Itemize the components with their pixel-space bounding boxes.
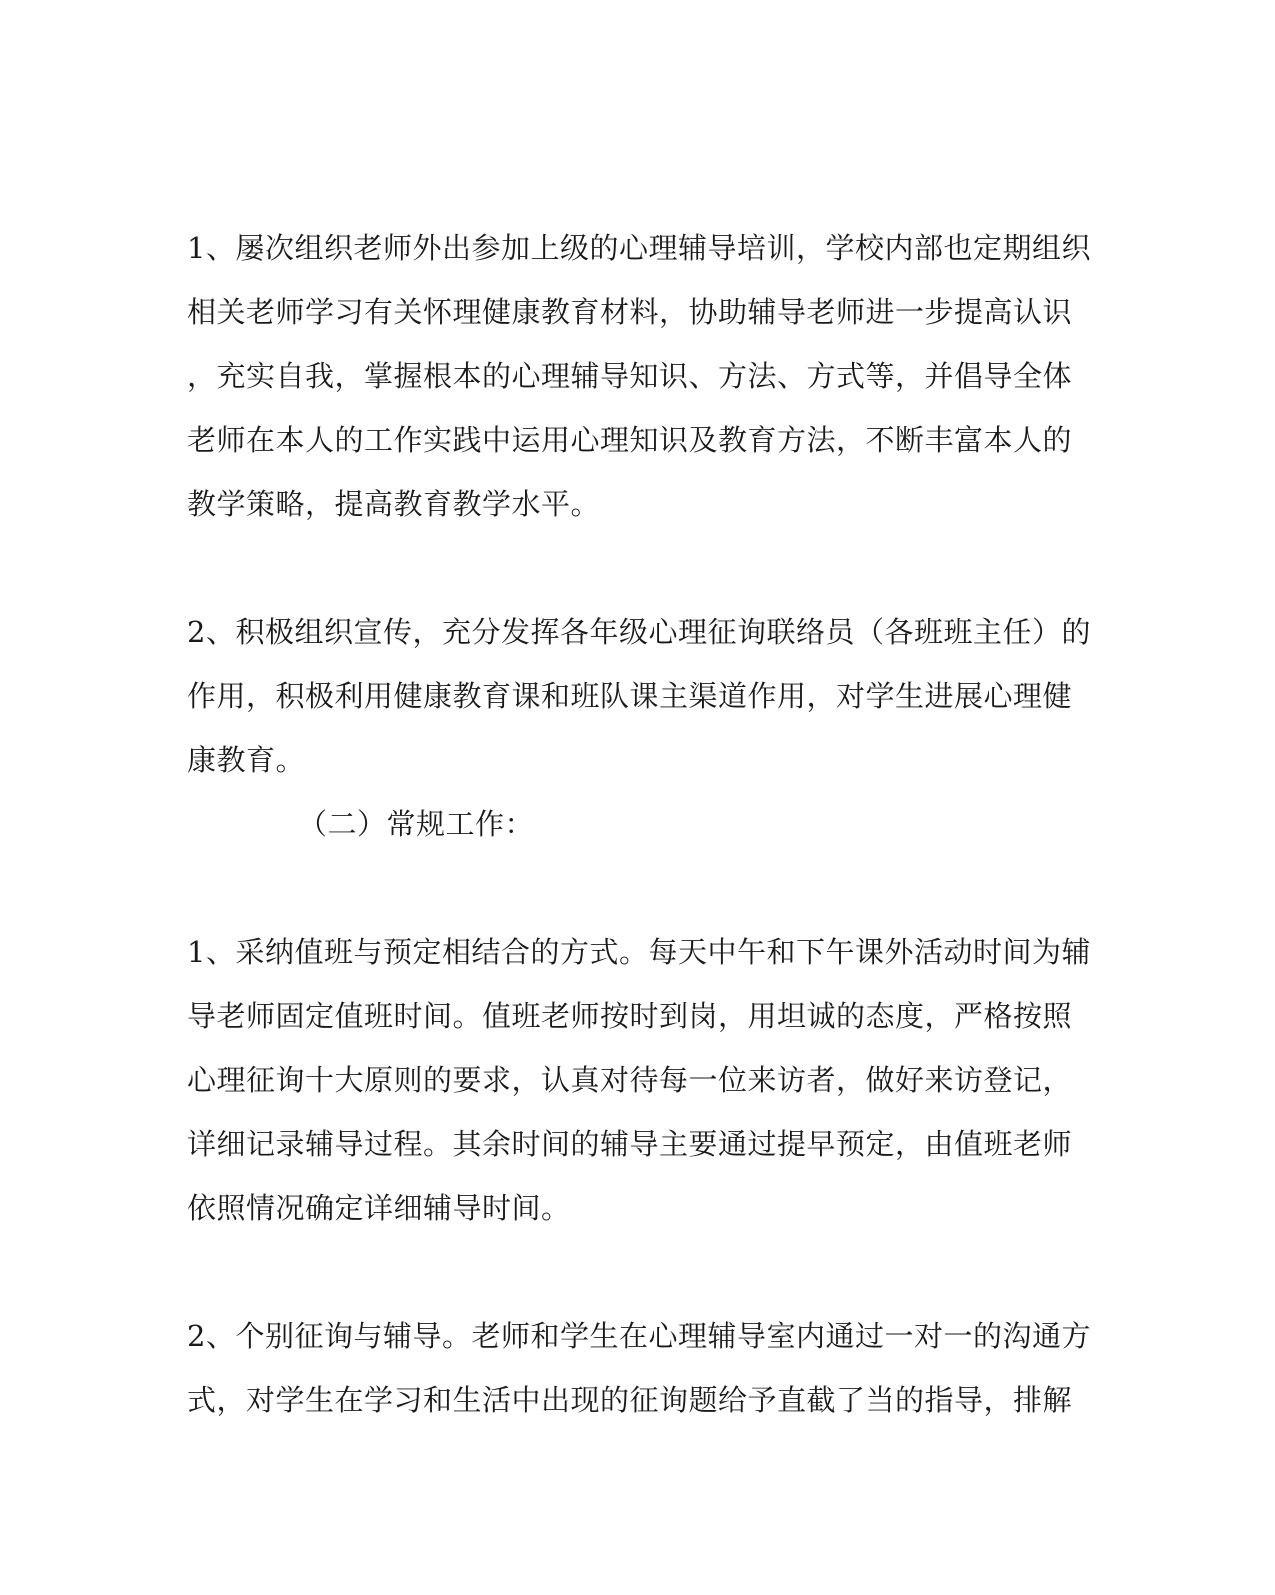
paragraph-1-line-3: ，充实自我，掌握根本的心理辅导知识、方法、方式等，并倡导全体 bbox=[187, 359, 1073, 393]
paragraph-4-line-1: 2、个别征询与辅导。老师和学生在心理辅导室内通过一对一的沟通方 bbox=[187, 1319, 1091, 1353]
section-heading: （二）常规工作： bbox=[298, 807, 535, 841]
paragraph-2-line-1: 2、积极组织宣传，充分发挥各年级心理征询联络员（各班班主任）的 bbox=[187, 615, 1091, 649]
paragraph-3-line-1: 1、采纳值班与预定相结合的方式。每天中午和下午课外活动时间为辅 bbox=[187, 935, 1091, 969]
paragraph-3-line-2: 导老师固定值班时间。值班老师按时到岗，用坦诚的态度，严格按照 bbox=[187, 999, 1073, 1033]
paragraph-2-line-2: 作用，积极利用健康教育课和班队课主渠道作用，对学生进展心理健 bbox=[187, 679, 1073, 713]
paragraph-4-line-2: 式，对学生在学习和生活中出现的征询题给予直截了当的指导，排解 bbox=[187, 1383, 1073, 1417]
paragraph-3-line-3: 心理征询十大原则的要求，认真对待每一位来访者，做好来访登记， bbox=[187, 1063, 1073, 1097]
paragraph-2-line-3: 康教育。 bbox=[187, 743, 306, 777]
paragraph-1-line-4: 老师在本人的工作实践中运用心理知识及教育方法，不断丰富本人的 bbox=[187, 423, 1073, 457]
paragraph-1-line-5: 教学策略，提高教育教学水平。 bbox=[187, 487, 601, 521]
paragraph-3-line-4: 详细记录辅导过程。其余时间的辅导主要通过提早预定，由值班老师 bbox=[187, 1127, 1073, 1161]
paragraph-1-line-2: 相关老师学习有关怀理健康教育材料，协助辅导老师进一步提高认识 bbox=[187, 295, 1073, 329]
paragraph-3-line-5: 依照情况确定详细辅导时间。 bbox=[187, 1191, 571, 1225]
paragraph-1-line-1: 1、屡次组织老师外出参加上级的心理辅导培训，学校内部也定期组织 bbox=[187, 231, 1091, 265]
